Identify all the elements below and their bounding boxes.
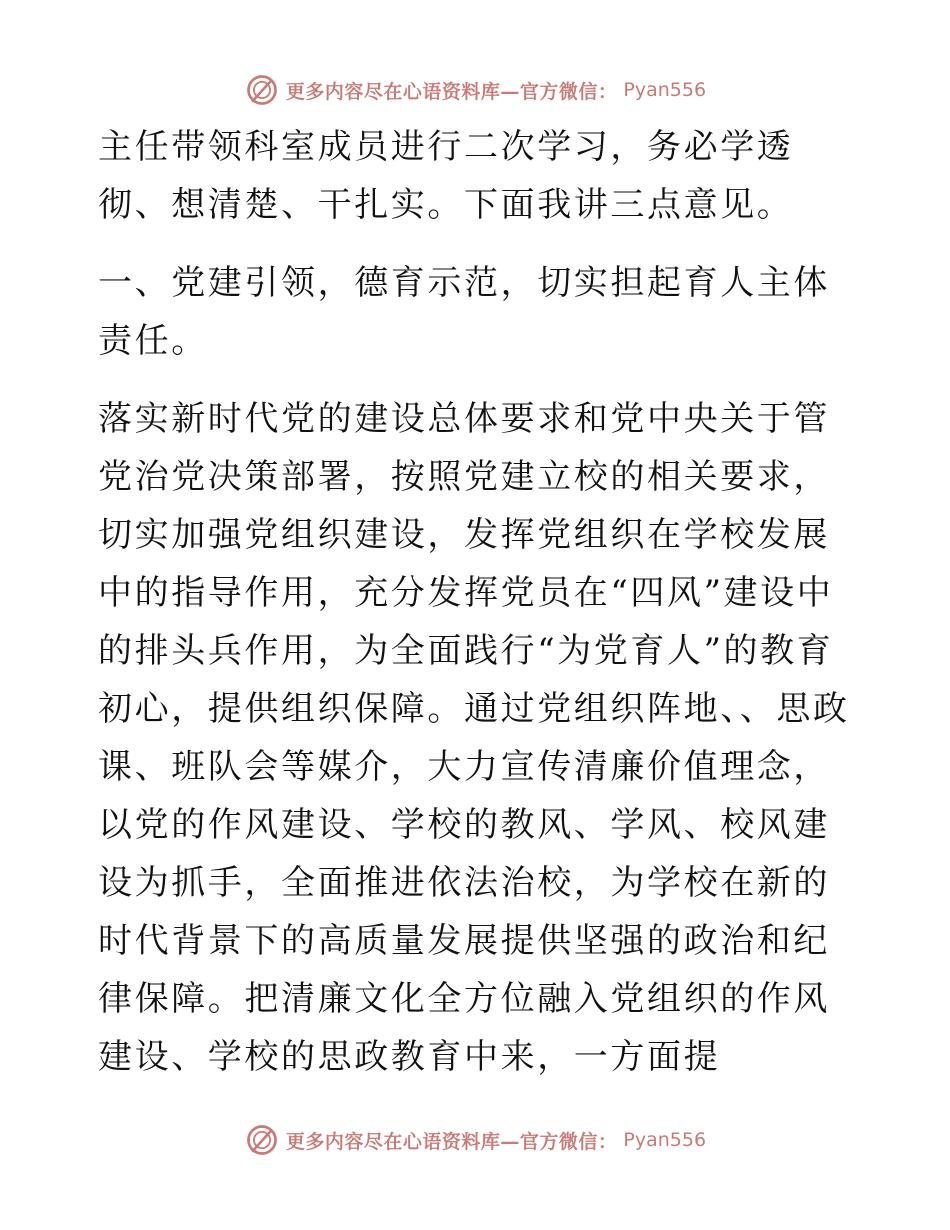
- paragraph-1: 主任带领科室成员进行二次学习，务必学透彻、想清楚、干扎实。下面我讲三点意见。: [98, 127, 794, 225]
- footer-banner: [0, 1120, 950, 1160]
- header-banner-text: 更多内容尽在心语资料库—官方微信：: [285, 80, 618, 103]
- section-heading-1: 一、党建引领，德育示范，切实担起育人主体责任。: [98, 263, 830, 361]
- pen-logo-icon: [244, 72, 280, 108]
- document-body: [98, 118, 853, 1086]
- paragraph-2: 落实新时代党的建设总体要求和党中央关于管党治党决策部署，按照党建立校的相关要求，切实加强党组织建设，发挥党组织在学校发展中的指导作用，充分发挥党员在“四风”建设中的排头兵作用，为全面践行“为党育人”的教育初心，提供组织保障。通过党组织阵地、、思政课、班队会等媒介，大力宣传清廉价值理念，以党的作风建设、学校的教风、学风、校风建设为抓手，全面推进依法治校，为学校在新的时代背景下的高质量发展提供坚强的政治和纪律保障。把清廉文化全方位融入党组织的作风建设、学校的思政教育中来，一方面提: [98, 399, 850, 1077]
- pen-logo-icon: [244, 1122, 280, 1158]
- footer-banner-text: 更多内容尽在心语资料库—官方微信：: [285, 1130, 618, 1153]
- footer-banner-wechat-id: Pyan556: [623, 1129, 707, 1151]
- header-banner-wechat-id: Pyan556: [623, 79, 707, 101]
- header-banner: [0, 70, 950, 110]
